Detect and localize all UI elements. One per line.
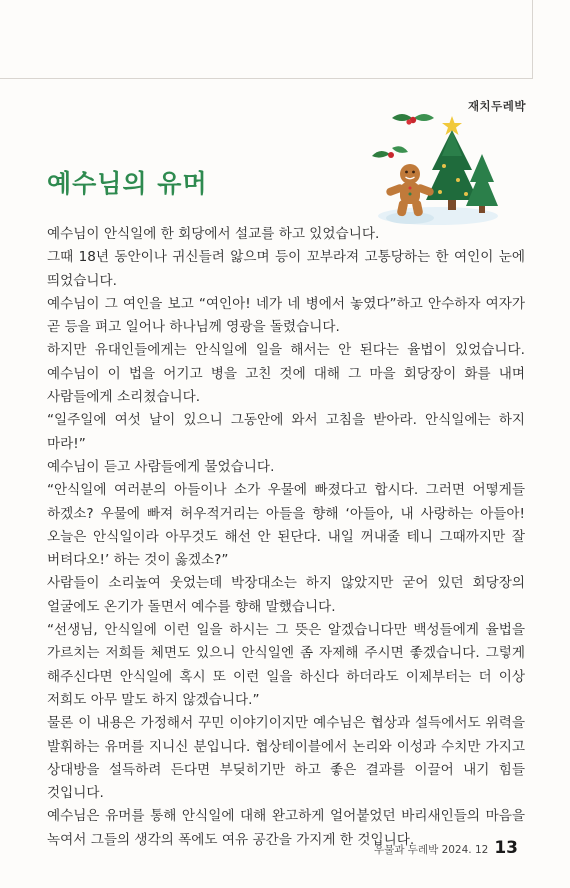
article-paragraph: 예수님이 안식일에 한 회당에서 설교를 하고 있었습니다. [47, 226, 380, 242]
article-paragraph: “일주일에 여섯 날이 있으니 그동안에 와서 고침을 받아라. 안식일에는 하지 마라!” [47, 412, 525, 452]
holly-icon [372, 114, 434, 158]
header-rule [0, 78, 532, 79]
publication-info: 우물과 두레박 2024. 12 [374, 844, 489, 856]
article-paragraph: 예수님은 유머를 통해 안식일에 대해 완고하게 얼어붙었던 바리새인들의 마음을 녹여서 그들의 생각의 폭에도 여유 공간을 가지게 한 것입니다. [47, 808, 525, 848]
article-body [47, 223, 525, 852]
section-label: 재치두레박 [467, 99, 526, 113]
page-edge-rule [532, 0, 533, 79]
article-paragraph: 하지만 유대인들에게는 안식일에 일을 해서는 안 된다는 율법이 있었습니다. 예수님이 이 법을 어기고 병을 고친 것에 대해 그 마을 회당장이 화를 내며 사람들에게 소리쳤습니다. [47, 342, 525, 406]
article-paragraph: 물론 이 내용은 가정해서 꾸민 이야기이지만 예수님은 협상과 설득에서도 위력을 발휘하는 유머를 지니신 분입니다. 협상테이블에서 논리와 이성과 수치만 가지고 상대방을 설득하려 든다면 부딪히기만 하고 좋은 결과를 이끌어 내기 힘들 것입니다. [47, 715, 525, 802]
page-footer [374, 838, 518, 858]
page-number: 13 [494, 838, 518, 858]
article-paragraph: 예수님이 그 여인을 보고 “여인아! 네가 네 병에서 놓였다”하고 안수하자 여자가 곧 등을 펴고 일어나 하나님께 영광을 돌렸습니다. [47, 295, 525, 336]
article-paragraph: 예수님이 듣고 사람들에게 물었습니다. [47, 458, 275, 475]
article-paragraph: “안식일에 여러분의 아들이나 소가 우물에 빠졌다고 합시다. 그러면 어떻게들 하겠소? 우물에 빠져 허우적거리는 아들을 향해 ‘아들아, 내 사랑하는 아들아! 오늘은 안식일이라 아무것도 해선 안 된단다. 내일 꺼내줄 테니 그때까지만 잘 버텨다오!’ 하는 것이 옳겠소?” [47, 482, 525, 569]
article-paragraph: 그때 18년 동안이나 귀신들려 앓으며 등이 꼬부라져 고통당하는 한 여인이 눈에 띄었습니다. [47, 249, 525, 289]
christmas-tree-icon [426, 130, 498, 213]
article-paragraph: 사람들이 소리높여 웃었는데 박장대소는 하지 않았지만 굳어 있던 회당장의 얼굴에도 온기가 돌면서 예수를 향해 말했습니다. [47, 575, 525, 615]
article-paragraph: “선생님, 안식일에 이런 일을 하시는 그 뜻은 알겠습니다만 백성들에게 율법을 가르치는 저희들 체면도 있으니 안식일엔 좀 자제해 주시면 좋겠습니다. 그렇게 해주신다면 안식일에 혹시 또 이런 일을 하신다 하더라도 이제부터는 더 이상 저희도 아무 말도 하지 않겠습니다.” [47, 622, 525, 708]
christmas-illustration [370, 108, 500, 226]
article-title: 예수님의 유머 [47, 169, 208, 198]
